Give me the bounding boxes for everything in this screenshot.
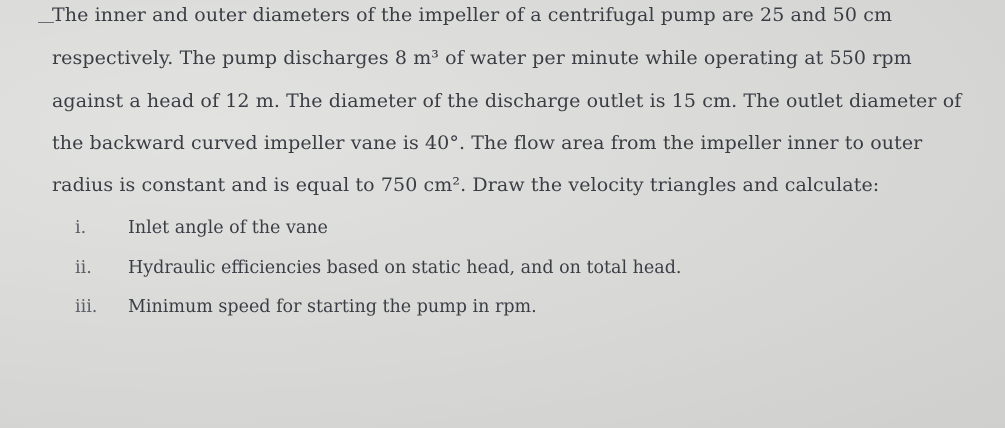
list-item-text: Minimum speed for starting the pump in rpm. [128,297,537,317]
list-marker: iii. [75,297,98,317]
list-marker: ii. [75,258,92,278]
list-item-text: Inlet angle of the vane [128,218,328,238]
list-marker: i. [75,218,87,238]
list-item-text: Hydraulic efficiencies based on static head, and on total head. [128,258,682,278]
problem-line-1: The inner and outer diameters of the impeller of a centrifugal pump are 25 and 50 cm [52,4,893,26]
problem-line-5: radius is constant and is equal to 750 cm². Draw the velocity triangles and calculate: [52,174,880,196]
problem-line-4: the backward curved impeller vane is 40°. The flow area from the impeller inner to outer [52,132,923,154]
problem-line-3: against a head of 12 m. The diameter of the discharge outlet is 15 cm. The outlet diameter of [52,90,962,112]
problem-line-2: respectively. The pump discharges 8 m³ of water per minute while operating at 550 rpm [52,47,912,69]
